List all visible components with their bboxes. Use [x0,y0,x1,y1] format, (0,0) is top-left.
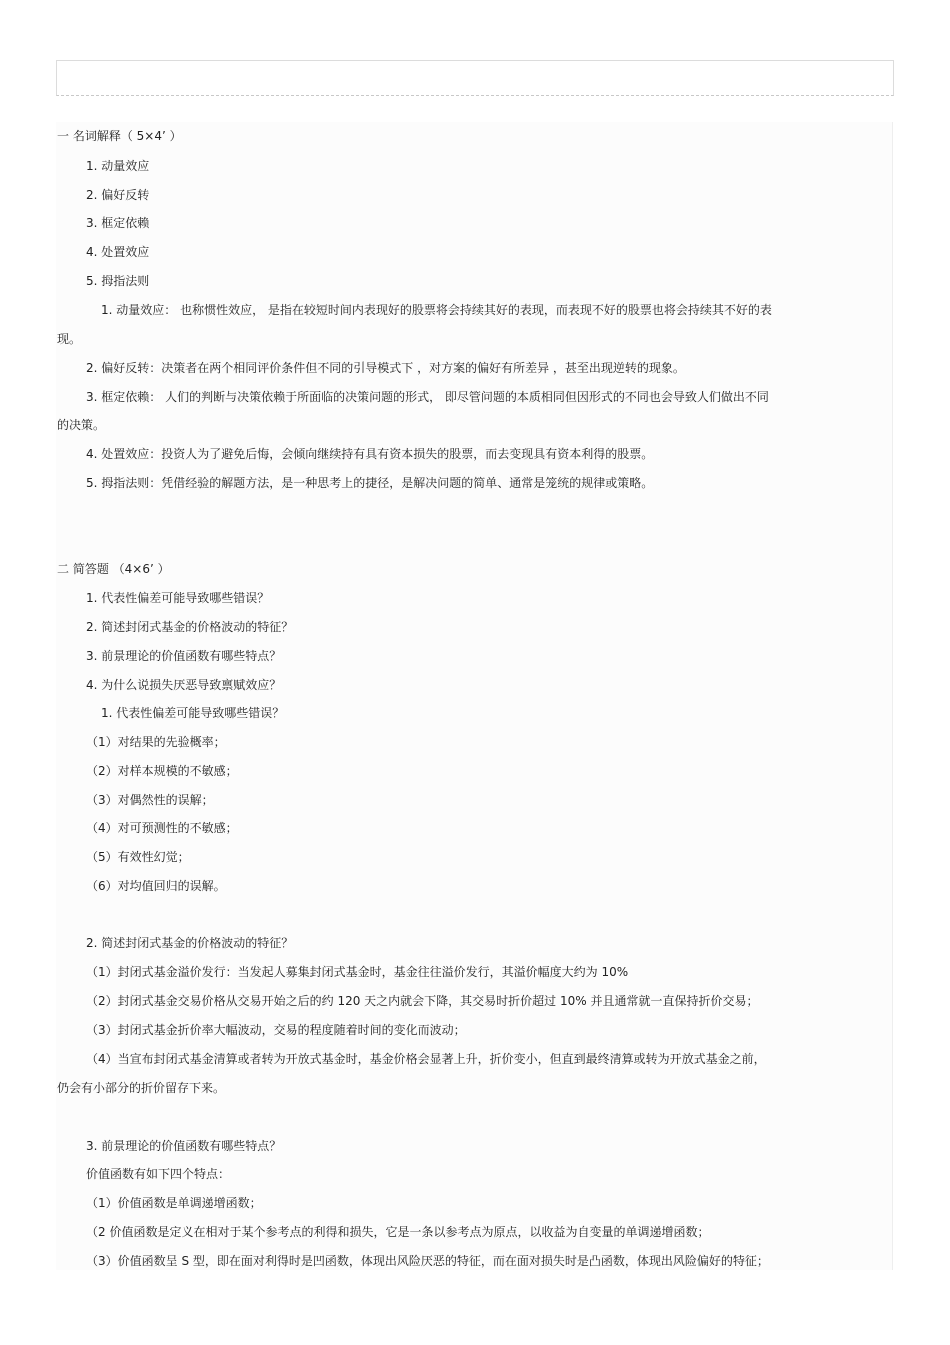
answer1-item: （6）对均值回归的误解。 [86,879,226,893]
answer2-item: （1）封闭式基金溢价发行：当发起人募集封闭式基金时，基金往往溢价发行，其溢价幅度大约为 10% [86,965,629,979]
term-item: 3. 框定依赖 [86,216,150,230]
term-item: 2. 偏好反转 [86,188,150,202]
section1-heading: 一 名词解释（ 5×4’ ） [57,129,182,143]
answer3-intro: 价值函数有如下四个特点： [86,1167,231,1181]
question-item: 2. 简述封闭式基金的价格波动的特征？ [86,620,294,634]
answer3-title: 3. 前景理论的价值函数有哪些特点？ [86,1139,282,1153]
document-page [56,122,893,1270]
question-item: 1. 代表性偏差可能导致哪些错误？ [86,591,270,605]
answer-line: 5. 拇指法则：凭借经验的解题方法，是一种思考上的捷径，是解决问题的简单、通常是笼统的规律或策略。 [86,476,654,490]
answer2-item: 仍会有小部分的折价留存下来。 [57,1081,226,1095]
answer2-title: 2. 简述封闭式基金的价格波动的特征？ [86,936,294,950]
answer2-item: （2）封闭式基金交易价格从交易开始之后的约 120 天之内就会下降，其交易时折价超过 10% 并且通常就一直保持折价交易； [86,994,759,1008]
answer1-item: （5）有效性幻觉； [86,850,190,864]
question-item: 4. 为什么说损失厌恶导致禀赋效应？ [86,678,282,692]
answer3-item: （3）价值函数呈 S 型，即在面对利得时是凹函数，体现出风险厌恶的特征，而在面对损失时是凸函数，体现出风险偏好的特征； [86,1254,769,1268]
question-item: 3. 前景理论的价值函数有哪些特点？ [86,649,282,663]
answer-line: 的决策。 [57,418,106,432]
answer3-item: （2 价值函数是定义在相对于某个参考点的利得和损失，它是一条以参考点为原点，以收益为自变量的单调递增函数； [86,1225,710,1239]
answer1-item: （2）对样本规模的不敏感； [86,764,238,778]
answer3-item: （1）价值函数是单调递增函数； [86,1196,262,1210]
answer1-title: 1. 代表性偏差可能导致哪些错误？ [101,706,285,720]
answer-line: 4. 处置效应：投资人为了避免后悔，会倾向继续持有具有资本损失的股票，而去变现具有资本利得的股票。 [86,447,654,461]
answer-line: 现。 [57,332,82,346]
answer-line: 1. 动量效应： 也称惯性效应， 是指在较短时间内表现好的股票将会持续其好的表现，而表现不好的股票也将会持续其不好的表 [101,303,772,317]
term-item: 1. 动量效应 [86,159,150,173]
answer1-item: （4）对可预测性的不敏感； [86,821,238,835]
section2-heading: 二 简答题 （4×6’ ） [57,562,170,576]
answer-line: 2. 偏好反转：决策者在两个相同评价条件但不同的引导模式下 ，对方案的偏好有所差异 ，甚至出现逆转的现象。 [86,361,685,375]
answer2-item: （4）当宣布封闭式基金清算或者转为开放式基金时，基金价格会显著上升，折价变小，但直到最终清算或转为开放式基金之前， [86,1052,766,1066]
answer-line: 3. 框定依赖： 人们的判断与决策依赖于所面临的决策问题的形式， 即尽管问题的本质相同但因形式的不同也会导致人们做出不同 [86,390,769,404]
term-item: 4. 处置效应 [86,245,150,259]
answer2-item: （3）封闭式基金折价率大幅波动，交易的程度随着时间的变化而波动； [86,1023,466,1037]
answer1-item: （1）对结果的先验概率； [86,735,226,749]
term-item: 5. 拇指法则 [86,274,150,288]
page-header-box [56,60,894,96]
answer1-item: （3）对偶然性的误解； [86,793,214,807]
